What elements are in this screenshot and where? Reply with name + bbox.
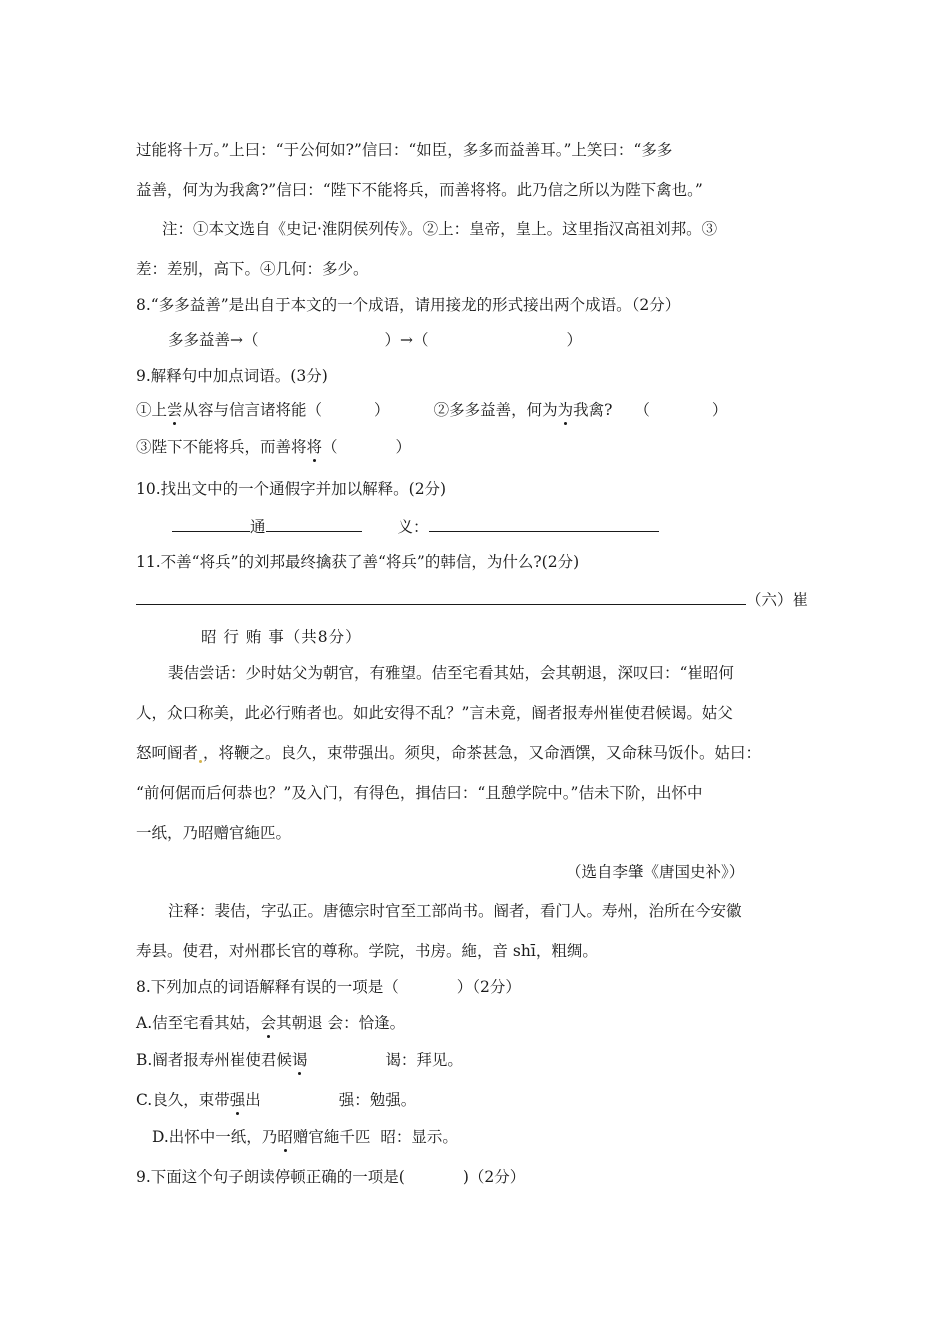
option-d-dotted-word: 昭 <box>277 1128 293 1146</box>
q9-item3-pre: ③陛下不能将兵，而善将 <box>136 438 307 456</box>
q8b-prompt-pre: 8.下列加点的词语解释有误的一项是（ <box>136 978 399 996</box>
q9-item1-close: ） <box>374 401 390 419</box>
passage-2-notes-2: 寿县。使君，对州郡长官的尊称。学院，书房。絁，音 shī，粗绸。 <box>136 942 598 960</box>
passage-2-notes-1: 注释：裴佶，字弘正。唐德宗时官至工部尚书。阍者，看门人。寿州，治所在今安徽 <box>168 902 742 920</box>
q9-item2-close: ） <box>711 401 728 419</box>
passage-2-source: （选自李肇《唐国史补》） <box>566 863 745 881</box>
chain-start: 多多益善→（ <box>168 331 259 349</box>
passage-line-2: 益善，何为为我禽?”信曰：“陛下不能将兵，而善将将。此乃信之所以为陛下禽也。” <box>136 181 703 199</box>
passage-line-1: 过能将十万。”上曰：“于公何如?”信曰：“如臣，多多而益善耳。”上笑曰：“多多 <box>136 141 673 159</box>
q10-blank-char[interactable] <box>172 515 250 532</box>
question-10-prompt: 10.找出文中的一个通假字并加以解释。(2分) <box>136 480 447 498</box>
q9b-prompt-post: )（2分） <box>462 1168 526 1186</box>
question-9-items-row <box>136 400 727 420</box>
q9-item2-dotted-word: 为 <box>557 401 574 419</box>
q11-answer-line[interactable] <box>136 588 746 605</box>
option-b <box>136 1050 463 1070</box>
option-a-post: 其朝退 会：恰逢。 <box>276 1014 406 1032</box>
question-8-prompt: 8.“多多益善”是出自于本文的一个成语，请用接龙的形式接出两个成语。（2分） <box>136 296 681 314</box>
question-9-item3 <box>136 437 411 457</box>
chain-end: ） <box>566 331 583 349</box>
notes-line-1: 注：①本文选自《史记·淮阴侯列传》。②上：皇帝，皇上。这里指汉高祖刘邦。③ <box>162 220 718 238</box>
q9-item2-open: （ <box>634 401 650 419</box>
option-c-pre: C.良久，束带 <box>136 1091 230 1109</box>
q9-item1-post: 从容与信言诸将能（ <box>182 401 323 419</box>
q8b-prompt-post: ）（2分） <box>456 978 521 996</box>
option-a-pre: A.佶至宅看其姑， <box>136 1014 261 1032</box>
notes-line-2: 差：差别，高下。④几何：多少。 <box>136 260 369 278</box>
q9b-prompt-pre: 9.下面这个句子朗读停顿正确的一项是( <box>136 1168 405 1186</box>
q9-item3-dotted-word: 将 <box>306 438 323 456</box>
passage-2-line-3 <box>136 743 761 763</box>
q10-tong-label: 通 <box>250 518 266 536</box>
question-8b-prompt <box>136 977 521 997</box>
option-b-answer: 谒：拜见。 <box>385 1051 463 1069</box>
option-b-pre: B.阍者报寿州崔使君候 <box>136 1051 292 1069</box>
passage-2-line-3b: ，将鞭之。良久，束带强出。须臾，命茶甚急，又命酒馔，又命秣马饭仆。姑曰： <box>203 744 762 762</box>
question-10-answer-row <box>172 515 659 537</box>
stray-mark <box>199 760 202 763</box>
passage-2-title: 昭 行 贿 事（共8分） <box>201 628 362 646</box>
q9-item3-open: （ <box>322 438 338 456</box>
passage-2-line-1: 裴佶尝话：少时姑父为朝官，有雅望。佶至宅看其姑，会其朝退，深叹曰：“崔昭何 <box>168 664 734 682</box>
option-d-post: 赠官絁千匹 <box>292 1128 371 1146</box>
passage-2-line-2: 人，众口称美，此必行贿者也。如此安得不乱？”言未竟，阍者报寿州崔使君候谒。姑父 <box>136 704 733 722</box>
question-8-chain <box>168 330 582 350</box>
chain-mid: ）→（ <box>384 331 429 349</box>
option-c <box>136 1090 416 1110</box>
q10-blank-original[interactable] <box>266 515 362 532</box>
option-d <box>152 1127 458 1147</box>
option-c-post: 出 <box>245 1091 261 1109</box>
passage-2-line-5: 一纸，乃昭赠官絁匹。 <box>136 824 292 842</box>
option-a-dotted-word: 会 <box>260 1014 277 1032</box>
option-d-pre: D.出怀中一纸，乃 <box>152 1128 278 1146</box>
q10-blank-meaning[interactable] <box>429 515 659 532</box>
question-11-prompt: 11.不善“将兵”的刘邦最终擒获了善“将兵”的韩信，为什么?(2分) <box>136 553 580 571</box>
passage-2-line-3a: 怒呵阍者 <box>136 744 199 762</box>
passage-2-line-4: “前何倨而后何恭也？”及入门，有得色，揖佶曰：“且憩学院中。”佶未下阶，出怀中 <box>136 784 703 802</box>
option-d-answer: 昭：显示。 <box>380 1128 458 1146</box>
option-c-answer: 强：勉强。 <box>338 1091 417 1109</box>
q9-item2-pre: ②多多益善，何为 <box>433 401 558 419</box>
q9-item1-dotted-word: 尝 <box>167 401 183 419</box>
option-c-dotted-word: 强 <box>229 1091 246 1109</box>
q9-item1-pre: ①上 <box>136 401 168 419</box>
option-a <box>136 1013 405 1033</box>
q10-yi-label: 义： <box>397 518 429 536</box>
question-9-prompt: 9.解释句中加点词语。(3分) <box>136 367 328 385</box>
question-11-answer-row <box>136 588 808 610</box>
question-9b-prompt <box>136 1167 525 1187</box>
q9-item3-close: ） <box>395 438 412 456</box>
option-b-dotted-word: 谒 <box>291 1051 308 1069</box>
section-6-label: （六）崔 <box>746 591 809 609</box>
q9-item2-post: 我禽? <box>573 401 613 419</box>
